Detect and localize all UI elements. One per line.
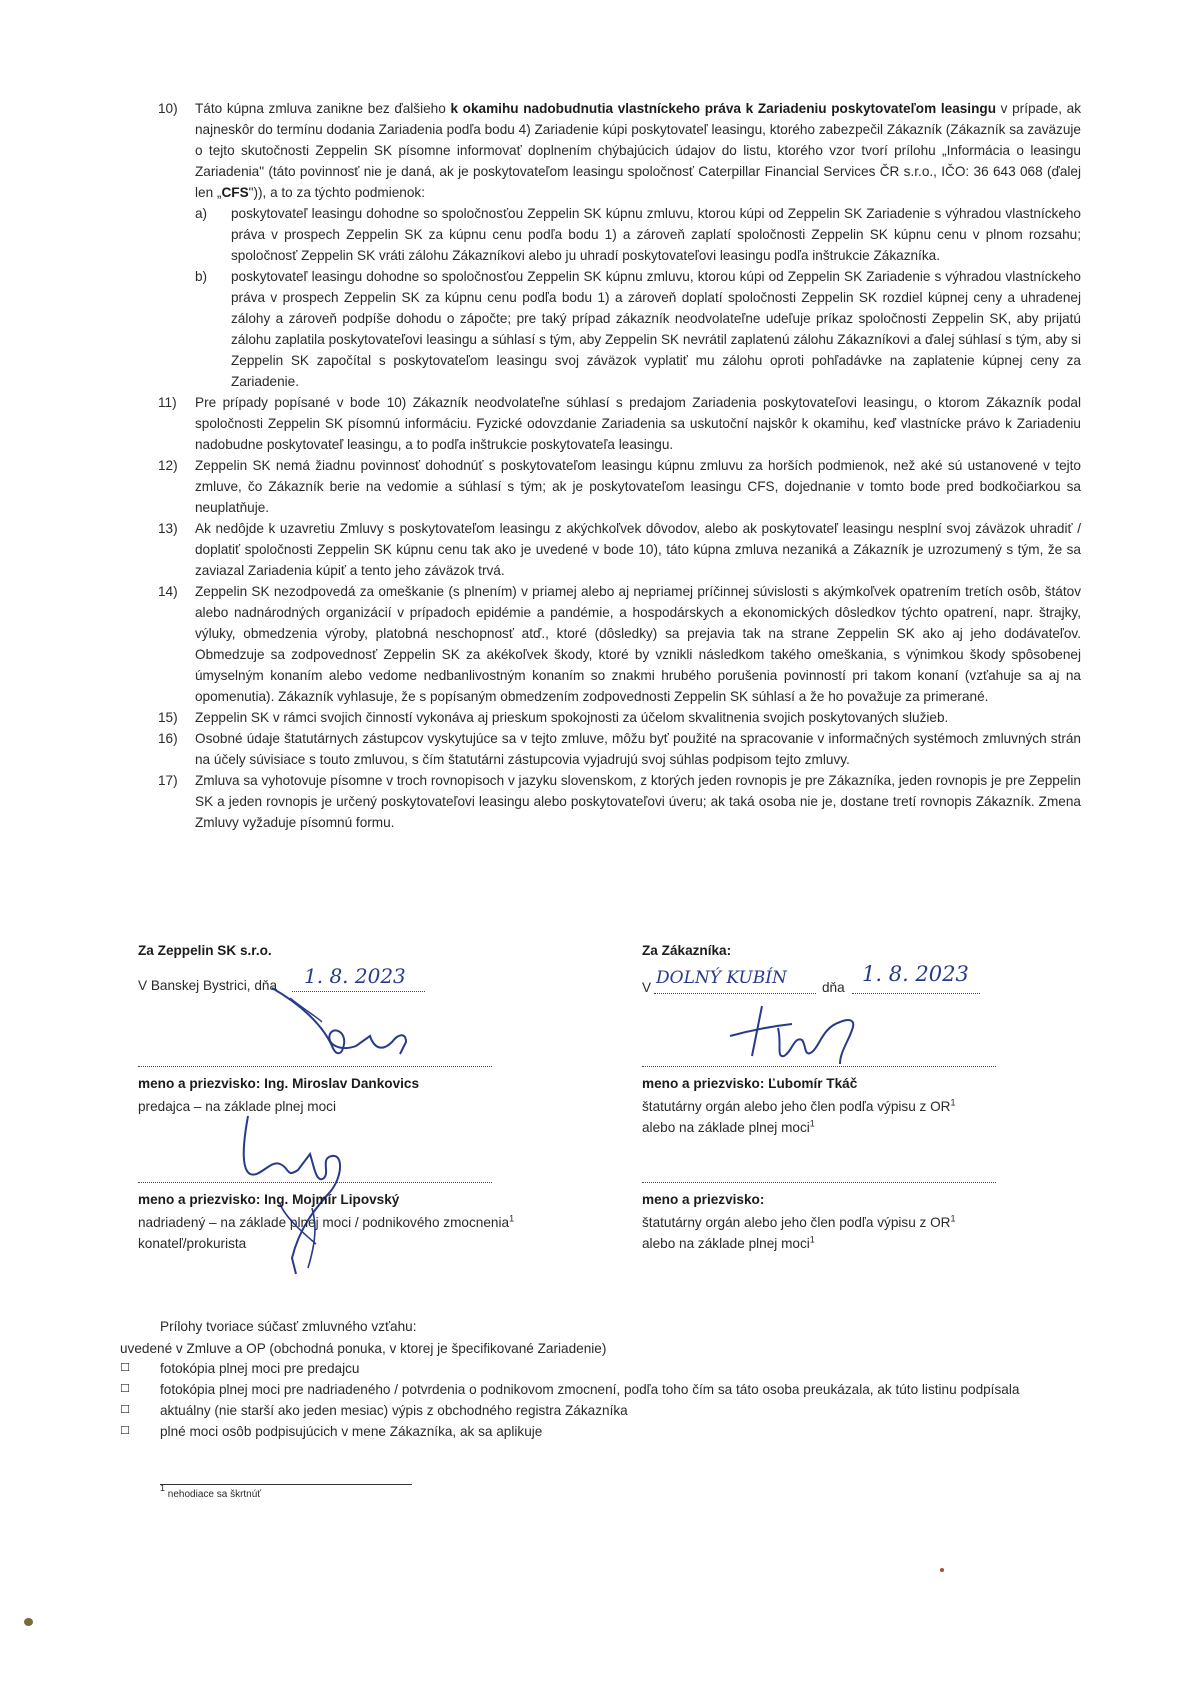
clause-13: 13) Ak nedôjde k uzavretiu Zmluvy s poskytovateľom leasingu z akýchkoľvek dôvodov, alebo ak poskytovateľ leasingu nesplní svoj záväzok uhradiť / doplatiť spoločnosti Zeppelin SK kúpnu cenu tak ako je uvedené v bode 10), táto kúpna zmluva nezaniká a Zákazník je uzrozumený s tým, že sa zaviazal Zariadenia kúpiť a tento jeho záväzok trvá. (158, 521, 1081, 578)
seller-signature-1 (260, 982, 440, 1064)
customer-signature (722, 1000, 872, 1070)
checkbox-icon: ☐ (120, 1383, 130, 1395)
attachments-list (120, 1358, 1080, 1442)
seller-person2-label: meno a priezvisko: Ing. Mojmír Lipovský (138, 1192, 400, 1207)
customer-signature-line-1 (642, 1066, 996, 1067)
clause-text: Táto kúpna zmluva zanikne bez ďalšieho k okamihu nadobudnutia vlastníckeho práva k Zariadeniu poskytovateľom leasingu v prípade, ak najneskôr do termínu dodania Zariadenia podľa bodu 4) Zariadenie kúpi poskytovateľ leasingu, ktorého zabezpečil Zákazník (Zákazník sa zaväzuje o tejto skutočnosti Zeppelin SK písomne informovať doplnením chýbajúcich údajov do listu, ktorého vzor tvorí prílohu „Informácia o leasingu Zariadenia" (táto povinnosť nie je daná, ak je poskytovateľom leasingu spoločnosť Caterpillar Financial Services ČR s.r.o., IČO: 36 643 068 (ďalej len „CFS")), a to za týchto podmienok: a) poskytovateľ leasingu dohodne so spoločnosťou Zeppelin SK kúpnu zmluvu, ktorou kúpi od Zeppelin SK Zariadenie s výhradou vlastníckeho práva v prospech Zeppelin SK za kúpnu cenu podľa bodu 1) a zároveň zaplatí spoločnosti Zeppelin SK kúpnu cenu v plnom rozsahu; spoločnosť Zeppelin SK vráti zálohu Zákazníkovi alebo ju uhradí poskytovateľovi leasingu podľa inštrukcie Zákazníka. b) poskytovateľ leasingu dohodne so spoločnosťou Zeppelin SK kúpnu zmluvu, ktorou kúpi od Zeppelin SK Zariadenie s výhradou vlastníckeho práva v prospech Zeppelin SK za kúpnu cenu podľa bodu 1) a zároveň doplatí spoločnosti Zeppelin SK rozdiel kúpnej ceny a uhradenej zálohy a zároveň podpíše dohodu o zápočte; pre taký prípad zákazník neodvolateľne udeľuje príkaz spoločnosti Zeppelin SK, aby prijatú zálohu zaplatila poskytovateľovi leasingu a súhlasí s tým, aby Zeppelin SK nevrátil zaplatenú zálohu Zákazníkovi a ďalej súhlasí s tým, aby si Zeppelin SK započítal s poskytovateľom leasingu svoj záväzok vyplatiť mu zálohu oproti pohľadávke na zaplatenie kúpnej ceny za Zariadenie. (195, 98, 1081, 392)
attachments-intro: Prílohy tvoriace súčasť zmluvného vzťahu: (160, 1319, 417, 1334)
customer-person1-label: meno a priezvisko: Ľubomír Tkáč (642, 1076, 858, 1091)
seller-person1-label: meno a priezvisko: Ing. Miroslav Dankovics (138, 1076, 420, 1091)
seller-signature-line-2 (138, 1182, 492, 1183)
clause-number: 10) (158, 101, 178, 116)
seller-person2-role2: konateľ/prokurista (138, 1236, 247, 1251)
sub-item-a: a) poskytovateľ leasingu dohodne so spoločnosťou Zeppelin SK kúpnu zmluvu, ktorou kúpi od Zeppelin SK Zariadenie s výhradou vlastníckeho práva v prospech Zeppelin SK za kúpnu cenu podľa bodu 1) a zároveň zaplatí spoločnosti Zeppelin SK kúpnu cenu v plnom rozsahu; spoločnosť Zeppelin SK vráti zálohu Zákazníkovi alebo ju uhradí poskytovateľovi leasingu podľa inštrukcie Zákazníka. (195, 206, 1081, 263)
clause-16: 16) Osobné údaje štatutárnych zástupcov vyskytujúce sa v tejto zmluve, môžu byť použité na spracovanie v informačných systémoch zmluvných strán na účely súvisiace s touto zmluvou, s čím štatutárni zástupcovia vyjadrujú svoj súhlas podpisom tejto zmluvy. (158, 731, 1081, 767)
seller-person2-role: nadriadený – na základe plnej moci / podnikového zmocnenia$^1$ (138, 1213, 515, 1230)
customer-place-prefix: V (642, 980, 652, 995)
customer-person1-role: štatutárny orgán alebo jeho člen podľa výpisu z $OR^1$ (642, 1097, 956, 1114)
customer-date-prefix: dňa (822, 980, 845, 995)
clause-12: 12) Zeppelin SK nemá žiadnu povinnosť dohodnúť s poskytovateľom leasingu kúpnu zmluvu za horších podmienok, než aké sú ustanovené v tejto zmluve, čo Zákazník berie na vedomie a súhlasí s tým; ak je poskytovateľom leasingu CFS, dojednanie v tomto bode pred bodkočiarkou sa neuplatňuje. (158, 458, 1081, 515)
clause-11: 11) Pre prípady popísané v bode 10) Zákazník neodvolateľne súhlasí s predajom Zariadenia poskytovateľovi leasingu, o ktorom Zákazník podal spoločnosti Zeppelin SK písomnú informáciu. Fyzické odovzdanie Zariadenia sa uskutoční najskôr k okamihu, keď vlastnícke právo k Zariadeniu nadobudne poskytovateľ leasingu, a to podľa inštrukcie poskytovateľa leasingu. (158, 395, 1081, 452)
list-item: ☐ fotokópia plnej moci pre predajcu (120, 1358, 1080, 1379)
checkbox-icon: ☐ (120, 1362, 130, 1374)
customer-date-line (852, 993, 980, 994)
customer-person1-role2: alebo na základe plnej moci$^1$ (642, 1118, 815, 1135)
sub-item-b: b) poskytovateľ leasingu dohodne so spoločnosťou Zeppelin SK kúpnu zmluvu, ktorou kúpi od Zeppelin SK Zariadenie s výhradou vlastníckeho práva v prospech Zeppelin SK za kúpnu cenu podľa bodu 1) a zároveň doplatí spoločnosti Zeppelin SK rozdiel kúpnej ceny a uhradenej zálohy a zároveň podpíše dohodu o zápočte; pre taký prípad zákazník neodvolateľne udeľuje príkaz spoločnosti Zeppelin SK, aby prijatú zálohu zaplatila poskytovateľovi leasingu a súhlasí s tým, aby Zeppelin SK nevrátil zaplatenú zálohu Zákazníkovi a ďalej súhlasí s tým, aby si Zeppelin SK započítal s poskytovateľom leasingu svoj záväzok vyplatiť mu zálohu oproti pohľadávke na zaplatenie kúpnej ceny za Zariadenie. (195, 269, 1081, 389)
seller-heading: Za Zeppelin SK s.r.o. (138, 943, 272, 958)
list-item: ☐ aktuálny (nie starší ako jeden mesiac) výpis z obchodného registra Zákazníka (120, 1400, 1080, 1421)
seller-person1-role: predajca – na základe plnej moci (138, 1099, 336, 1114)
seller-date-handwritten: 1. 8. 2023 (304, 964, 406, 988)
scan-speck (940, 1568, 944, 1572)
checkbox-icon: ☐ (120, 1404, 130, 1416)
clause-14: 14) Zeppelin SK nezodpovedá za omeškanie (s plnením) v priamej alebo aj nepriamej príčinnej súvislosti s akýmkoľvek opatrením tretích osôb, štátov alebo nadnárodných organizácií v prípadoch epidémie a pandémie, a hospodárskych a ekonomických dôsledkov týchto opatrení, napr. štrajky, výluky, obmedzenia výroby, platobná neschopnosť atď., ktoré (dôsledky) sa prejavia tak na strane Zeppelin SK ako aj jeho dodávateľov. Obmedzuje sa zodpovednosť Zeppelin SK za akékoľvek škody, ktoré by vznikli následkom takého omeškania, s výnimkou škody spôsobenej úmyselným konaním alebo vedome nedbanlivostným konaním so znakmi hrubého porušenia povinností pri takom konaní (vzťahuje sa aj na opomenutia). Zákazník vyhlasuje, že s popísaným obmedzením zodpovednosti Zeppelin SK súhlasí a že ho považuje za primerané. (158, 584, 1081, 704)
checkbox-icon: ☐ (120, 1425, 130, 1437)
attachments-sub: uvedené v Zmluve a OP (obchodná ponuka, v ktorej je špecifikované Zariadenie) (120, 1341, 607, 1356)
list-item: ☐ plné moci osôb podpisujúcich v mene Zákazníka, ak sa aplikuje (120, 1421, 1080, 1442)
footnote-rule (160, 1484, 412, 1485)
customer-place-line (654, 993, 816, 994)
seller-place-date: V Banskej Bystrici, dňa (138, 978, 278, 993)
customer-person2-role2: alebo na základe plnej moci$^1$ (642, 1234, 815, 1251)
seller-signature-line-1 (138, 1066, 492, 1067)
customer-signature-line-2 (642, 1182, 996, 1183)
customer-place-handwritten: DOLNÝ KUBÍN (656, 968, 787, 988)
clause-15: 15) Zeppelin SK v rámci svojich činností vykonáva aj prieskum spokojnosti za účelom skvalitnenia svojich poskytovaných služieb. (158, 710, 949, 725)
contract-clauses (158, 98, 1081, 833)
customer-person2-label: meno a priezvisko: (642, 1192, 765, 1207)
clause-10 (158, 98, 1081, 392)
scan-speck (24, 1618, 33, 1626)
footnote: $^1$ nehodiace sa škrtnúť (160, 1483, 262, 1500)
clause-17: 17) Zmluva sa vyhotovuje písomne v troch rovnopisoch v jazyku slovenskom, z ktorých jeden rovnopis je pre Zákazníka, jeden rovnopis je pre Zeppelin SK a jeden rovnopis je určený poskytovateľovi leasingu alebo poskytovateľovi úveru; ak taká osoba nie je, dostane tretí rovnopis Zákazník. Zmena Zmluvy vyžaduje písomnú formu. (158, 773, 1081, 830)
customer-date-handwritten: 1. 8. 2023 (862, 962, 969, 986)
customer-heading: Za Zákazníka: (642, 943, 732, 958)
customer-person2-role: štatutárny orgán alebo jeho člen podľa výpisu z $OR^1$ (642, 1213, 956, 1230)
list-item: ☐ fotokópia plnej moci pre nadriadeného / potvrdenia o podnikovom zmocnení, podľa toho čím sa táto osoba preukázala, ak túto listinu podpísala (120, 1379, 1080, 1400)
